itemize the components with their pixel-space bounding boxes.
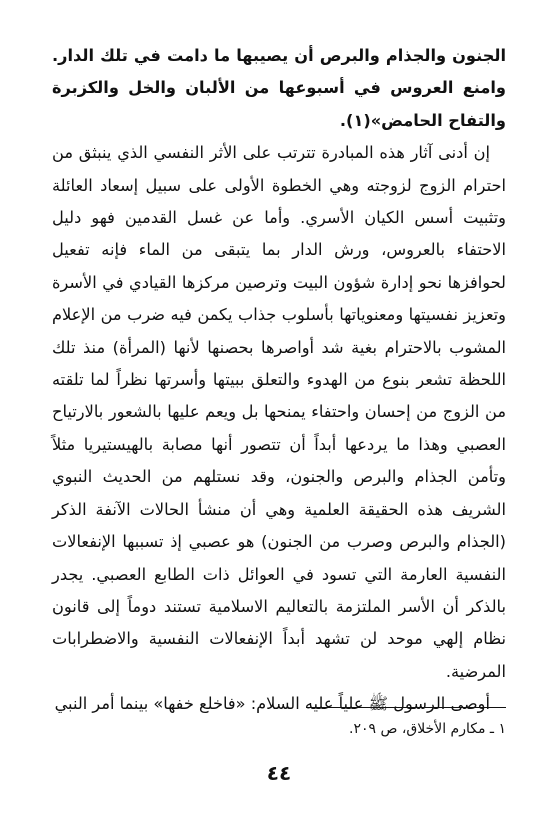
opening-paragraph: الجنون والجذام والبرص أن يصيبها ما دامت في تلك الدار. وامنع العروس في أسبوعها من الألبان والخل والكزبرة والتفاح الحامض»(١). [52,46,506,130]
book-page [52,40,506,820]
page-number: ٤٤ [266,761,292,785]
footnote: ١ ـ مكارم الأخلاق، ص ٢٠٩. [348,721,506,737]
footnote-separator [306,707,506,708]
main-paragraph: إن أدنى آثار هذه المبادرة تترتب على الأثر النفسي الذي ينبثق من احترام الزوج لزوجته وهي الخطوة الأولى على سبيل إسعاد العائلة وتثبيت أسس الكيان الأسري. وأما عن غسل القدمين فهو دليل الاحتفاء بالعروس، ورش الدار بما يتبقى من الماء فإنه تفعيل لحوافزها نحو إدارة شؤون البيت وترصين مركزها القيادي في الأسرة وتعزيز نفسيتها ومعنوياتها بأسلوب جذاب يكمن فيه ضرب من الإعلام المشوب بالاحترام بغية شد أواصرها بحصنها لأنها (المرأة) منذ تلك اللحظة تشعر بنوع من الهدوء والتعلق ببيتها وأسرتها نظراً لما تلقته من الزوج من إحسان واحتفاء يمنحها بل ويعم عليها بالشعور بالارتياح العصبي وهذا ما يردعها أبداً أن تتصور أنها مصابة بالهيستيريا مثلاً وتأمن الجذام والبرص والجنون، وقد نستلهم من الحديث النبوي الشريف هذه الحقيقة العلمية وهي أن منشأ الحالات الآنفة الذكر (الجذام والبرص وصرب من الجنون) هو عصبي إذ تسببها الإنفعالات النفسية العارمة التي تسود في العوائل ذات الطابع العصبي. يجدر بالذكر أن الأسر الملتزمة بالتعاليم الاسلامية تستند دوماً إلى قانون نظام إلهي موحد لن تشهد أبداً الإنفعالات النفسية والاضطرابات المرضية. [52,143,506,681]
closing-paragraph: أوصى الرسول ﷺ علياً عليه السلام: «فاخلع خفها» بينما أمر النبي [54,694,490,714]
